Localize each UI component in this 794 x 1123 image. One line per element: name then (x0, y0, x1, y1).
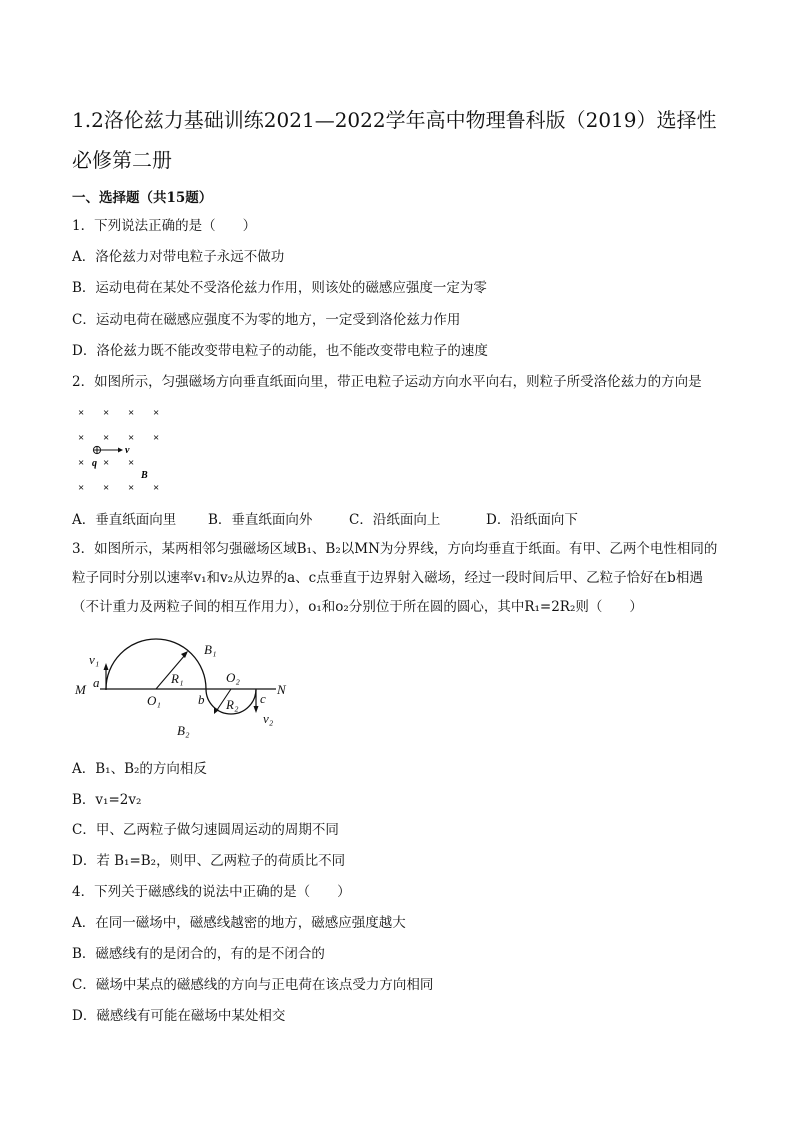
positive-charge-icon (93, 446, 100, 453)
label-r2: R₂ (226, 697, 239, 712)
field-cross: × (103, 407, 110, 419)
arrowhead-icon (118, 448, 123, 453)
q4-option-d: D．磁感线有可能在磁场中某处相交 (72, 1008, 286, 1024)
q2-option-a: A．垂直纸面向里 (72, 512, 177, 528)
q2-option-b: B．垂直纸面向外 (208, 512, 313, 528)
label-o1: O₁ (147, 693, 161, 708)
q4-option-a: A．在同一磁场中，磁感线越密的地方，磁感应强度越大 (72, 915, 406, 931)
q4-stem: 4．下列关于磁感线的说法中正确的是（ ） (72, 884, 351, 900)
label-o2: O₂ (226, 670, 240, 685)
q3-option-a: A．B₁、B₂的方向相反 (72, 761, 207, 777)
arrowhead-icon (104, 663, 109, 670)
trajectory-arc-1 (106, 639, 206, 689)
label-m: M (75, 682, 86, 697)
section-heading: 一、选择题（共15题） (72, 190, 213, 206)
field-cross: × (78, 482, 85, 494)
arrowhead-icon (181, 651, 188, 658)
label-v1: v₁ (89, 652, 100, 667)
field-cross: × (103, 457, 110, 469)
q3-option-b: B．v₁=2v₂ (72, 792, 142, 808)
arrowhead-icon (254, 706, 259, 713)
field-cross: × (153, 482, 160, 494)
document-title: 1.2洛伦兹力基础训练2021—2022学年高中物理鲁科版（2019）选择性必修第二册 (72, 108, 717, 172)
label-a: a (93, 675, 100, 690)
label-b1: B₁ (204, 642, 217, 657)
q4-option-c: C．磁场中某点的磁感线的方向与正电荷在该点受力方向相同 (72, 977, 434, 993)
field-cross: × (78, 432, 85, 444)
label-n: N (277, 682, 286, 697)
field-cross: × (78, 407, 85, 419)
q1-option-d: D．洛伦兹力既不能改变带电粒子的动能，也不能改变带电粒子的速度 (72, 343, 488, 359)
field-cross: × (103, 482, 110, 494)
q2-option-d: D．沿纸面向下 (486, 512, 578, 528)
q3-boundary-figure (72, 630, 312, 746)
label-c: c (260, 691, 266, 706)
label-b: b (198, 692, 205, 707)
label-r1: R₁ (171, 671, 184, 686)
field-cross: × (78, 457, 85, 469)
q2-magnetic-field-figure (72, 400, 172, 496)
field-cross: × (128, 457, 135, 469)
charge-label: q (92, 458, 97, 469)
q2-stem: 2．如图所示，匀强磁场方向垂直纸面向里，带正电粒子运动方向水平向右，则粒子所受洛伦兹力的方向是 (72, 374, 702, 390)
field-cross: × (128, 482, 135, 494)
q3-option-d: D．若 B₁=B₂，则甲、乙两粒子的荷质比不同 (72, 853, 346, 869)
velocity-label: v (125, 445, 130, 456)
field-cross: × (128, 407, 135, 419)
q1-option-a: A．洛伦兹力对带电粒子永远不做功 (72, 249, 285, 265)
field-label: B (141, 470, 148, 481)
field-cross: × (103, 432, 110, 444)
field-cross: × (153, 432, 160, 444)
field-cross: × (128, 432, 135, 444)
label-b2: B₂ (177, 723, 190, 738)
label-v2: v₂ (263, 711, 274, 726)
q3-stem: 3．如图所示，某两相邻匀强磁场区域B₁、B₂以MN为分界线，方向均垂直于纸面。有甲、乙两个电性相同的粒子同时分别以速率v₁和v₂从边界的a、c点垂直于边界射入磁场，经过一段时间后甲、乙粒子恰好在b相遇（不计重力及两粒子间的相互作用力），o₁和o₂分别位于所在圆的圆心，其中R₁=2R₂则（ ） (72, 541, 718, 615)
q1-option-c: C．运动电荷在磁感应强度不为零的地方，一定受到洛伦兹力作用 (72, 312, 461, 328)
q2-option-c: C．沿纸面向上 (349, 512, 441, 528)
q1-option-b: B．运动电荷在某处不受洛伦兹力作用，则该处的磁感应强度一定为零 (72, 280, 487, 296)
q1-stem: 1．下列说法正确的是（ ） (72, 218, 257, 234)
q4-option-b: B．磁感线有的是闭合的，有的是不闭合的 (72, 946, 325, 962)
field-cross: × (153, 407, 160, 419)
q3-option-c: C．甲、乙两粒子做匀速圆周运动的周期不同 (72, 822, 339, 838)
